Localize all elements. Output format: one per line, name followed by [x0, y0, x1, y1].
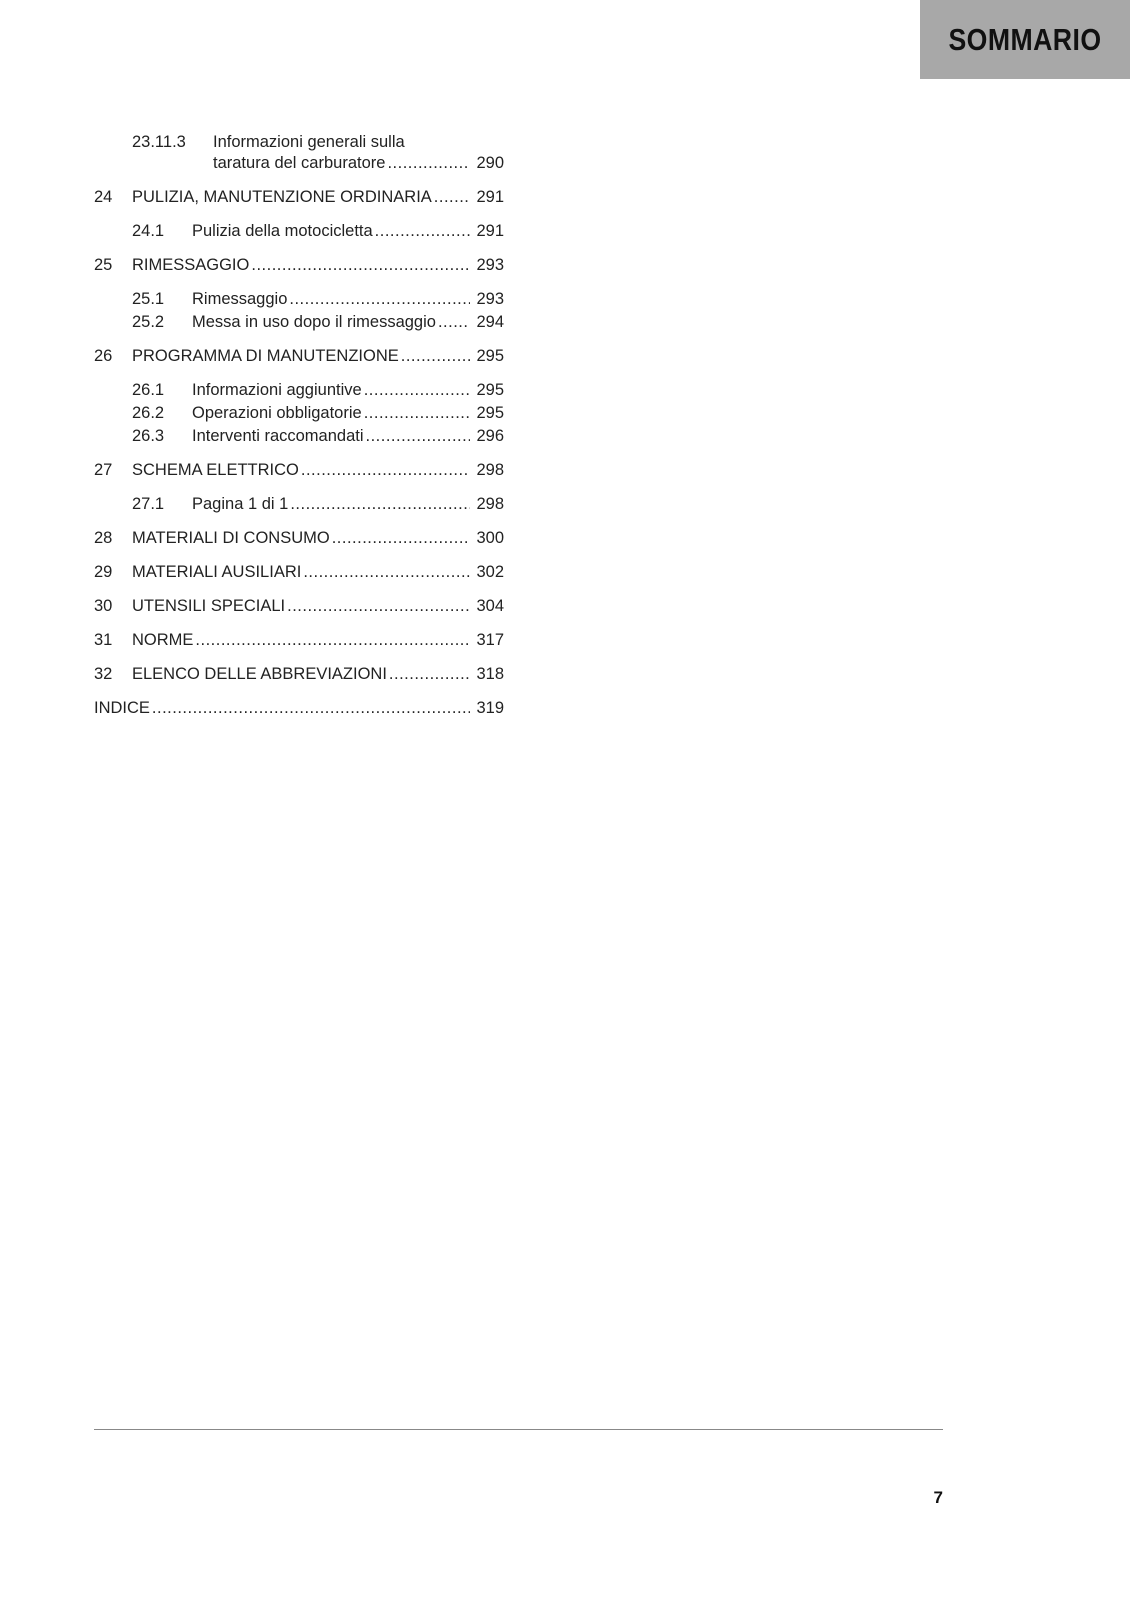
toc-entry-title: Messa in uso dopo il rimessaggio	[192, 313, 436, 331]
section-title: SOMMARIO	[948, 21, 1102, 57]
toc-entry-page: 300	[476, 529, 504, 547]
toc-entry-page: 290	[476, 154, 504, 172]
toc-leader-dots	[289, 288, 470, 310]
toc-entry-page: 318	[476, 665, 504, 683]
toc-entry-number: 31	[94, 631, 113, 649]
toc-entry-title: PROGRAMMA DI MANUTENZIONE	[132, 347, 399, 365]
toc-entry-title: Pulizia della motocicletta	[192, 222, 373, 240]
toc-entry-page: 298	[476, 495, 504, 513]
toc-leader-dots	[389, 663, 471, 685]
toc-entry-number: 25.2	[132, 313, 165, 331]
toc-entry-number: 25	[94, 256, 113, 274]
toc-entry-title: ELENCO DELLE ABBREVIAZIONI	[132, 665, 387, 683]
toc-leader-dots	[366, 425, 471, 447]
footer-divider	[94, 1429, 943, 1430]
toc-entry-title: RIMESSAGGIO	[132, 256, 250, 274]
toc-entry-page: 304	[476, 597, 504, 615]
toc-leader-dots	[303, 561, 470, 583]
toc-entry[interactable]	[94, 493, 504, 515]
toc-entry-title: NORME	[132, 631, 194, 649]
toc-entry-title: MATERIALI AUSILIARI	[132, 563, 302, 581]
toc-leader-dots	[287, 595, 470, 617]
toc-leader-dots	[290, 493, 470, 515]
toc-entry-title: PULIZIA, MANUTENZIONE ORDINARIA	[132, 188, 432, 206]
toc-leader-dots	[434, 186, 471, 208]
toc-entry-page: 295	[476, 381, 504, 399]
toc-entry[interactable]	[94, 131, 504, 153]
toc-entry[interactable]	[94, 425, 504, 447]
toc-entry-page: 291	[476, 222, 504, 240]
toc-entry-title: taratura del carburatore	[213, 154, 386, 172]
toc-entry[interactable]	[94, 345, 504, 367]
toc-entry-title: UTENSILI SPECIALI	[132, 597, 286, 615]
toc-leader-dots	[251, 254, 470, 276]
toc-entry-page: 298	[476, 461, 504, 479]
toc-leader-dots	[375, 220, 471, 242]
toc-entry-number: 25.1	[132, 290, 165, 308]
toc-entry-title: INDICE	[94, 699, 150, 717]
toc-entry-continuation[interactable]	[213, 152, 504, 174]
page-number: 7	[933, 1488, 943, 1507]
toc-entry[interactable]	[94, 629, 504, 651]
toc-entry-title: SCHEMA ELETTRICO	[132, 461, 299, 479]
toc-entry-number: 23.11.3	[132, 133, 186, 151]
toc-leader-dots	[364, 402, 471, 424]
toc-entry-title: MATERIALI DI CONSUMO	[132, 529, 330, 547]
toc-entry-number: 26.2	[132, 404, 165, 422]
toc-leader-dots	[438, 311, 471, 333]
toc-entry-number: 29	[94, 563, 113, 581]
toc-entry-title: Informazioni aggiuntive	[192, 381, 362, 399]
toc-leader-dots	[195, 629, 470, 651]
toc-entry[interactable]	[94, 459, 504, 481]
toc-entry-number: 26.3	[132, 427, 165, 445]
toc-entry-index[interactable]	[94, 697, 504, 719]
toc-entry-page: 294	[476, 313, 504, 331]
toc-entry-number: 24.1	[132, 222, 165, 240]
toc-entry-title: Interventi raccomandati	[192, 427, 364, 445]
toc-entry-page: 296	[476, 427, 504, 445]
toc-entry[interactable]	[94, 220, 504, 242]
toc-entry[interactable]	[94, 561, 504, 583]
toc-entry[interactable]	[94, 311, 504, 333]
toc-entry-title: Pagina 1 di 1	[192, 495, 289, 513]
toc-entry-page: 293	[476, 290, 504, 308]
toc-entry[interactable]	[94, 663, 504, 685]
toc-entry-number: 30	[94, 597, 113, 615]
toc-leader-dots	[301, 459, 471, 481]
toc-entry-number: 27	[94, 461, 113, 479]
toc-entry-page: 317	[476, 631, 504, 649]
toc-entry-page: 295	[476, 347, 504, 365]
toc-entry-number: 26	[94, 347, 113, 365]
toc-entry-page: 295	[476, 404, 504, 422]
toc-leader-dots	[387, 152, 470, 174]
toc-entry-number: 24	[94, 188, 113, 206]
toc-entry-number: 27.1	[132, 495, 165, 513]
toc-entry-title: Operazioni obbligatorie	[192, 404, 362, 422]
toc-leader-dots	[401, 345, 471, 367]
toc-entry[interactable]	[94, 186, 504, 208]
toc-entry[interactable]	[94, 379, 504, 401]
toc-entry-number: 32	[94, 665, 113, 683]
toc-entry-number: 28	[94, 529, 113, 547]
toc-entry-page: 302	[476, 563, 504, 581]
toc-entry-page: 293	[476, 256, 504, 274]
toc-entry[interactable]	[94, 254, 504, 276]
toc-entry-title: Informazioni generali sulla	[213, 133, 405, 151]
toc-leader-dots	[364, 379, 471, 401]
toc-entry[interactable]	[94, 402, 504, 424]
toc-leader-dots	[152, 697, 471, 719]
toc-entry-title: Rimessaggio	[192, 290, 288, 308]
toc-entry[interactable]	[94, 288, 504, 310]
toc-entry[interactable]	[94, 527, 504, 549]
toc-entry-page: 319	[476, 699, 504, 717]
toc-entry[interactable]	[94, 595, 504, 617]
toc-entry-number: 26.1	[132, 381, 165, 399]
toc-entry-page: 291	[476, 188, 504, 206]
toc-leader-dots	[332, 527, 471, 549]
